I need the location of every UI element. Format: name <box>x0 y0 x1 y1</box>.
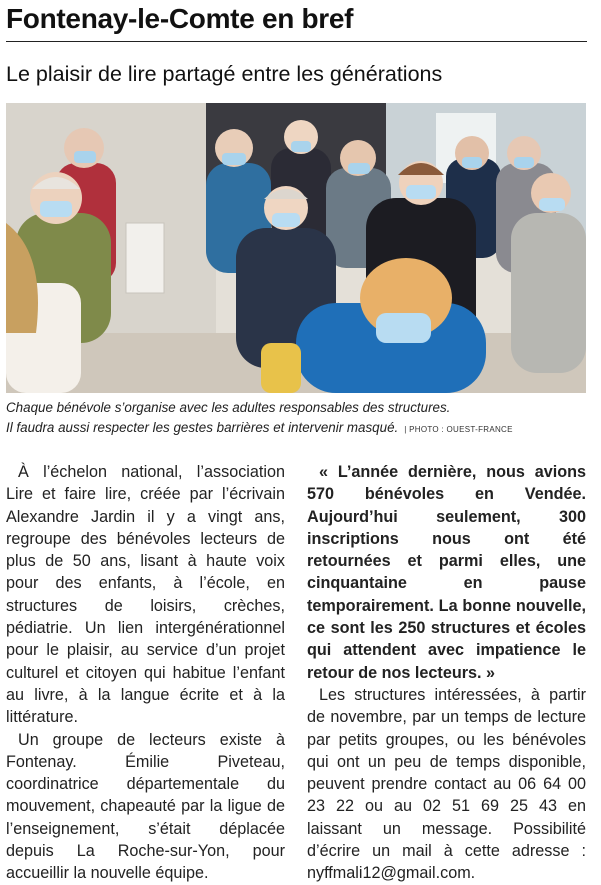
caption-line-2 <box>6 418 588 440</box>
quote-paragraph: « L’année dernière, nous avions 570 bénévoles en Vendée. Aujourd’hui seulement, 300 inscriptions nous ont été retournées et parmi elles, une cinquantaine en pause temporairement. La bonne nouvelle, ce sont les 250 structures et écoles qui attendent avec impatience le retour de nos lecteurs. » <box>307 463 586 682</box>
section-title: Fontenay-le-Comte en bref <box>6 3 354 34</box>
photo-caption <box>6 398 588 440</box>
body-paragraph: Les structures intéressées, à partir de novembre, par un temps de lecture par petits groupes, ou les bénévoles qui ont un peu de temps disponible, peuvent prendre contact au 06 64 00 23 22 ou au 02 51 69 25 43 en laissant un message. Possibilité d’écrire un mail à cette adresse : nyffmali12@gmail.com. <box>307 685 586 883</box>
photo-illustration <box>6 103 586 393</box>
article-column-left <box>6 461 285 885</box>
article-headline: Le plaisir de lire partagé entre les générations <box>6 62 443 86</box>
caption-line-1: Chaque bénévole s’organise avec les adultes responsables des structures. <box>6 400 451 415</box>
caption-line-2-text: Il faudra aussi respecter les gestes barrières et intervenir masqué. <box>6 420 399 435</box>
body-paragraph: Un groupe de lecteurs existe à Fontenay. Émilie Piveteau, coordinatrice départementale du mouvement, chapeauté par la ligue de l’enseignement, s’était déplacée depuis La Roche-sur-Yon, pour accueillir la nouvelle équipe. <box>6 730 285 883</box>
article-photo <box>6 103 586 393</box>
article-column-right <box>307 461 586 885</box>
photo-credit: | PHOTO : OUEST-FRANCE <box>404 425 513 434</box>
section-divider <box>6 41 587 42</box>
body-paragraph: À l’échelon national, l’association Lire et faire lire, créée par l’écrivain Alexandre Jardin il y a vingt ans, regroupe des bénévoles lecteurs de plus de 50 ans, lisant à haute voix pour des enfants, à l’école, en structures de loisirs, crèches, pédiatrie. Un lien intergénérationnel pour le plaisir, au service d’un projet culturel et citoyen qui habitue l’enfant au livre, à la langue écrite et à la littérature. <box>6 463 285 727</box>
